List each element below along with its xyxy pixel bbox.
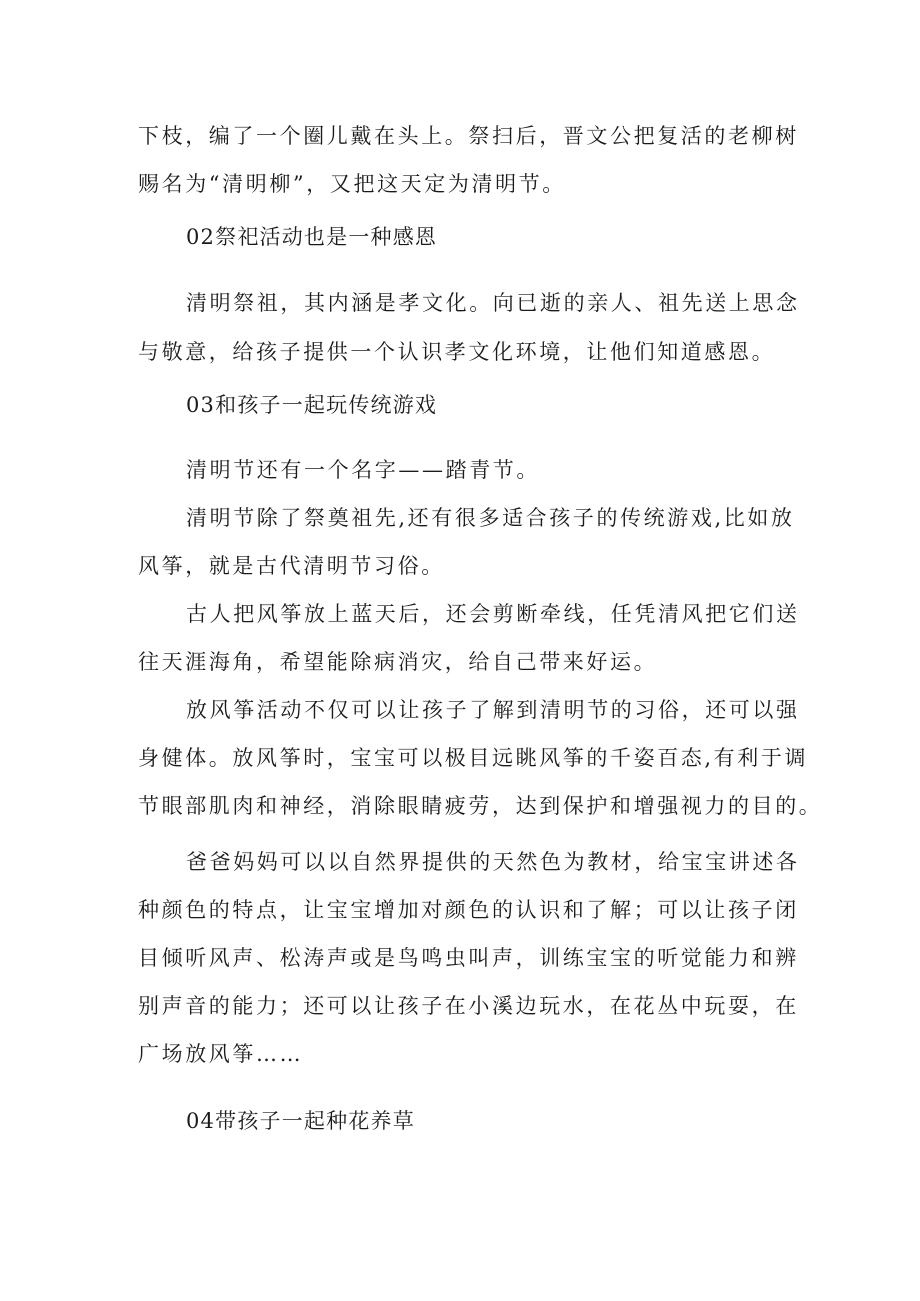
paragraph-line: 清明祭祖，其内涵是孝文化。向已逝的亲人、祖先送上思念	[186, 291, 800, 315]
paragraph-line: 与敬意，给孩子提供一个认识孝文化环境，让他们知道感恩。	[138, 340, 776, 364]
section-heading: 02祭祀活动也是一种感恩	[186, 225, 438, 249]
section-heading: 03和孩子一起玩传统游戏	[186, 393, 438, 417]
paragraph-line: 往天涯海角，希望能除病消灾，给自己带来好运。	[138, 650, 658, 674]
section-heading: 04带孩子一起种花养草	[186, 1109, 415, 1133]
paragraph-line: 下枝，编了一个圈儿戴在头上。祭扫后，晋文公把复活的老柳树	[138, 124, 799, 148]
paragraph-line: 广场放风筝……	[138, 1042, 304, 1066]
paragraph-line: 身健体。放风筝时，宝宝可以极目远眺风筝的千姿百态,有利于调	[138, 746, 809, 770]
paragraph-line: 爸爸妈妈可以以自然界提供的天然色为教材，给宝宝讲述各	[186, 850, 800, 874]
paragraph-line: 清明节还有一个名字——踏青节。	[186, 458, 540, 482]
paragraph-line: 赐名为“清明柳”，又把这天定为清明节。	[138, 172, 566, 196]
paragraph-line: 种颜色的特点，让宝宝增加对颜色的认识和了解；可以让孩子闭	[138, 898, 799, 922]
paragraph-line: 节眼部肌肉和神经，消除眼睛疲劳，达到保护和增强视力的目的。	[138, 794, 823, 818]
paragraph-line: 放风筝活动不仅可以让孩子了解到清明节的习俗，还可以强	[186, 698, 800, 722]
paragraph-line: 清明节除了祭奠祖先,还有很多适合孩子的传统游戏,比如放	[186, 506, 795, 530]
paragraph-line: 古人把风筝放上蓝天后，还会剪断牵线，任凭清风把它们送	[186, 602, 800, 626]
paragraph-line: 风筝，就是古代清明节习俗。	[138, 554, 445, 578]
paragraph-line: 目倾听风声、松涛声或是鸟鸣虫叫声，训练宝宝的听觉能力和辨	[138, 946, 799, 970]
paragraph-line: 别声音的能力；还可以让孩子在小溪边玩水，在花丛中玩耍，在	[138, 994, 799, 1018]
